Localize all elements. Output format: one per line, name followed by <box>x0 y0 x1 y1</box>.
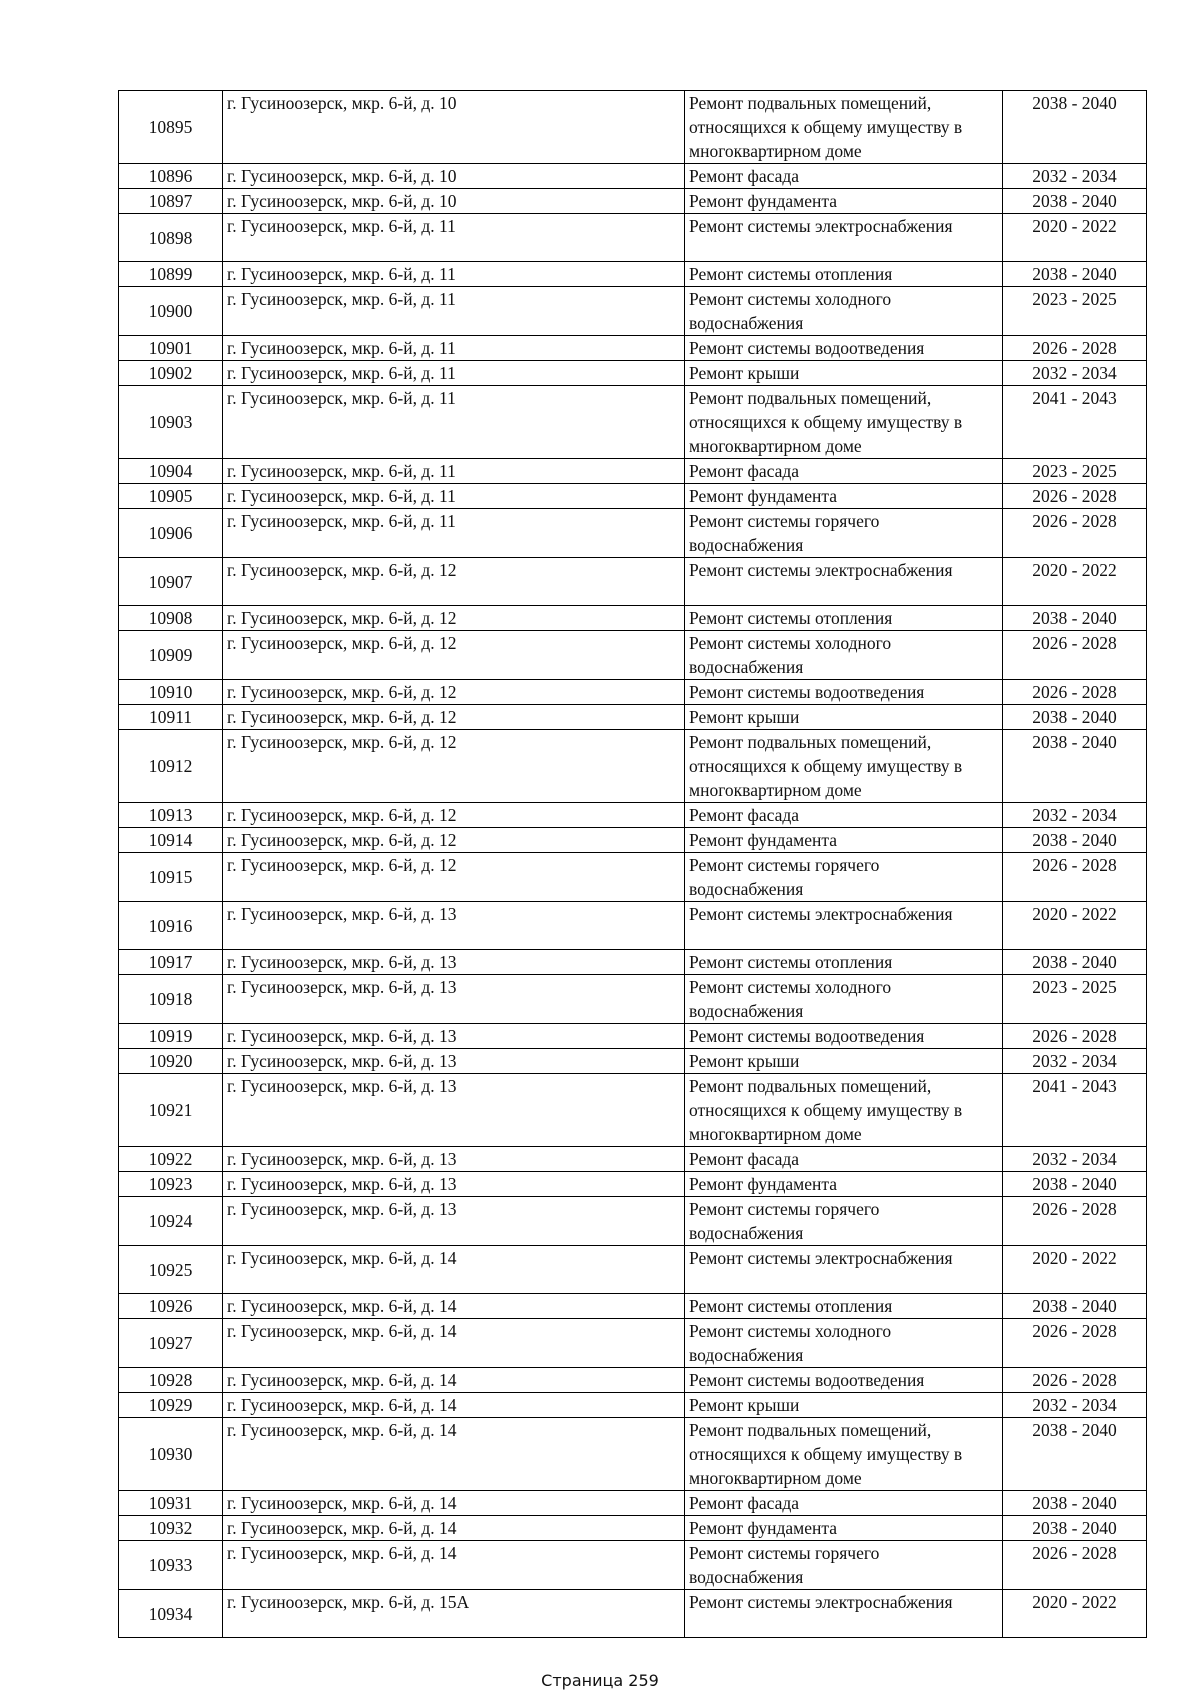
period-cell: 2038 - 2040 <box>1003 705 1147 730</box>
table-row <box>119 705 1147 730</box>
table-row <box>119 1319 1147 1368</box>
work-type-line: Ремонт системы электроснабжения <box>689 560 953 580</box>
work-type-line: Ремонт системы электроснабжения <box>689 1592 953 1612</box>
period-cell: 2026 - 2028 <box>1003 680 1147 705</box>
work-type-line: Ремонт системы водоотведения <box>689 1370 925 1390</box>
period-cell: 2020 - 2022 <box>1003 1590 1147 1638</box>
period-cell: 2032 - 2034 <box>1003 361 1147 386</box>
period-cell: 2038 - 2040 <box>1003 1418 1147 1491</box>
work-type-line: Ремонт крыши <box>689 1051 800 1071</box>
row-number: 10906 <box>119 509 223 558</box>
work-type-line: Ремонт подвальных помещений, <box>689 388 932 408</box>
row-number: 10922 <box>119 1147 223 1172</box>
row-number: 10926 <box>119 1294 223 1319</box>
table-row <box>119 1418 1147 1491</box>
address-cell: г. Гусиноозерск, мкр. 6-й, д. 14 <box>223 1246 685 1294</box>
address-cell: г. Гусиноозерск, мкр. 6-й, д. 12 <box>223 730 685 803</box>
work-type-cell <box>685 902 1003 950</box>
row-number: 10923 <box>119 1172 223 1197</box>
work-type-cell <box>685 262 1003 287</box>
work-type-line: относящихся к общему имуществу в <box>689 117 963 137</box>
period-cell: 2020 - 2022 <box>1003 558 1147 606</box>
period-cell: 2038 - 2040 <box>1003 262 1147 287</box>
period-cell: 2038 - 2040 <box>1003 606 1147 631</box>
period-cell: 2020 - 2022 <box>1003 1246 1147 1294</box>
work-type-line: Ремонт крыши <box>689 363 800 383</box>
period-cell: 2020 - 2022 <box>1003 214 1147 262</box>
period-cell: 2032 - 2034 <box>1003 1147 1147 1172</box>
table-row <box>119 1246 1147 1294</box>
period-cell: 2032 - 2034 <box>1003 1049 1147 1074</box>
address-cell: г. Гусиноозерск, мкр. 6-й, д. 13 <box>223 1172 685 1197</box>
table-row <box>119 1491 1147 1516</box>
table-row <box>119 730 1147 803</box>
table-row <box>119 509 1147 558</box>
work-type-line: Ремонт системы горячего <box>689 1199 880 1219</box>
work-type-cell <box>685 1541 1003 1590</box>
work-type-cell <box>685 1491 1003 1516</box>
work-type-cell <box>685 189 1003 214</box>
work-type-line: Ремонт системы холодного <box>689 289 892 309</box>
table-row <box>119 1197 1147 1246</box>
table-row <box>119 164 1147 189</box>
work-type-line: Ремонт системы водоотведения <box>689 338 925 358</box>
row-number: 10916 <box>119 902 223 950</box>
period-cell: 2038 - 2040 <box>1003 1491 1147 1516</box>
table-row <box>119 189 1147 214</box>
period-cell: 2041 - 2043 <box>1003 1074 1147 1147</box>
table-row <box>119 336 1147 361</box>
table-row <box>119 631 1147 680</box>
address-cell: г. Гусиноозерск, мкр. 6-й, д. 14 <box>223 1294 685 1319</box>
address-cell: г. Гусиноозерск, мкр. 6-й, д. 14 <box>223 1368 685 1393</box>
address-cell: г. Гусиноозерск, мкр. 6-й, д. 10 <box>223 164 685 189</box>
row-number: 10929 <box>119 1393 223 1418</box>
address-cell: г. Гусиноозерск, мкр. 6-й, д. 12 <box>223 705 685 730</box>
work-type-cell <box>685 214 1003 262</box>
work-type-line: Ремонт системы отопления <box>689 264 893 284</box>
table-row <box>119 1368 1147 1393</box>
address-cell: г. Гусиноозерск, мкр. 6-й, д. 11 <box>223 262 685 287</box>
period-cell: 2038 - 2040 <box>1003 1516 1147 1541</box>
work-type-line: Ремонт фундамента <box>689 1518 838 1538</box>
address-cell: г. Гусиноозерск, мкр. 6-й, д. 13 <box>223 1074 685 1147</box>
work-type-cell <box>685 803 1003 828</box>
row-number: 10898 <box>119 214 223 262</box>
address-cell: г. Гусиноозерск, мкр. 6-й, д. 12 <box>223 853 685 902</box>
period-cell: 2026 - 2028 <box>1003 509 1147 558</box>
work-type-cell <box>685 730 1003 803</box>
row-number: 10924 <box>119 1197 223 1246</box>
table-row <box>119 287 1147 336</box>
table-row <box>119 214 1147 262</box>
table-row <box>119 828 1147 853</box>
work-type-line: Ремонт фундамента <box>689 830 838 850</box>
row-number: 10917 <box>119 950 223 975</box>
address-cell: г. Гусиноозерск, мкр. 6-й, д. 12 <box>223 606 685 631</box>
period-cell: 2026 - 2028 <box>1003 1024 1147 1049</box>
period-cell: 2026 - 2028 <box>1003 484 1147 509</box>
row-number: 10933 <box>119 1541 223 1590</box>
work-type-cell <box>685 705 1003 730</box>
table-row <box>119 950 1147 975</box>
work-type-line: Ремонт крыши <box>689 707 800 727</box>
row-number: 10911 <box>119 705 223 730</box>
work-type-line: Ремонт системы водоотведения <box>689 1026 925 1046</box>
work-type-line: водоснабжения <box>689 1345 804 1365</box>
table-row <box>119 680 1147 705</box>
table-row <box>119 803 1147 828</box>
work-type-cell <box>685 1074 1003 1147</box>
period-cell: 2038 - 2040 <box>1003 1172 1147 1197</box>
period-cell: 2026 - 2028 <box>1003 1319 1147 1368</box>
work-type-line: относящихся к общему имуществу в <box>689 1100 963 1120</box>
row-number: 10908 <box>119 606 223 631</box>
address-cell: г. Гусиноозерск, мкр. 6-й, д. 13 <box>223 1147 685 1172</box>
work-type-line: Ремонт системы холодного <box>689 1321 892 1341</box>
work-type-line: Ремонт фасада <box>689 461 800 481</box>
work-type-line: Ремонт системы отопления <box>689 952 893 972</box>
work-type-line: Ремонт системы электроснабжения <box>689 904 953 924</box>
work-type-cell <box>685 164 1003 189</box>
period-cell: 2026 - 2028 <box>1003 853 1147 902</box>
row-number: 10920 <box>119 1049 223 1074</box>
table-row <box>119 484 1147 509</box>
address-cell: г. Гусиноозерск, мкр. 6-й, д. 12 <box>223 680 685 705</box>
row-number: 10900 <box>119 287 223 336</box>
table-row <box>119 975 1147 1024</box>
work-type-line: водоснабжения <box>689 657 804 677</box>
period-cell: 2038 - 2040 <box>1003 730 1147 803</box>
work-type-line: относящихся к общему имуществу в <box>689 412 963 432</box>
table-row <box>119 1074 1147 1147</box>
row-number: 10912 <box>119 730 223 803</box>
work-type-line: водоснабжения <box>689 1001 804 1021</box>
work-type-line: Ремонт фасада <box>689 166 800 186</box>
table-row <box>119 459 1147 484</box>
work-type-line: Ремонт подвальных помещений, <box>689 732 932 752</box>
work-type-line: Ремонт фасада <box>689 1493 800 1513</box>
row-number: 10931 <box>119 1491 223 1516</box>
period-cell: 2032 - 2034 <box>1003 1393 1147 1418</box>
period-cell: 2023 - 2025 <box>1003 975 1147 1024</box>
row-number: 10909 <box>119 631 223 680</box>
work-type-line: многоквартирном доме <box>689 141 862 161</box>
work-type-cell <box>685 1516 1003 1541</box>
period-cell: 2020 - 2022 <box>1003 902 1147 950</box>
work-type-cell <box>685 950 1003 975</box>
period-cell: 2038 - 2040 <box>1003 828 1147 853</box>
work-type-line: Ремонт системы горячего <box>689 855 880 875</box>
work-type-line: Ремонт системы электроснабжения <box>689 1248 953 1268</box>
work-type-cell <box>685 828 1003 853</box>
row-number: 10907 <box>119 558 223 606</box>
address-cell: г. Гусиноозерск, мкр. 6-й, д. 13 <box>223 1024 685 1049</box>
work-type-cell <box>685 91 1003 164</box>
repair-schedule-table <box>118 90 1147 1638</box>
page-number: Страница 259 <box>541 1671 659 1690</box>
address-cell: г. Гусиноозерск, мкр. 6-й, д. 11 <box>223 214 685 262</box>
work-type-line: водоснабжения <box>689 1567 804 1587</box>
work-type-line: водоснабжения <box>689 313 804 333</box>
period-cell: 2038 - 2040 <box>1003 91 1147 164</box>
period-cell: 2026 - 2028 <box>1003 1541 1147 1590</box>
work-type-cell <box>685 975 1003 1024</box>
row-number: 10901 <box>119 336 223 361</box>
work-type-cell <box>685 1368 1003 1393</box>
work-type-line: Ремонт подвальных помещений, <box>689 1076 932 1096</box>
work-type-line: Ремонт системы отопления <box>689 1296 893 1316</box>
period-cell: 2023 - 2025 <box>1003 459 1147 484</box>
work-type-cell <box>685 336 1003 361</box>
work-type-cell <box>685 386 1003 459</box>
work-type-line: Ремонт системы горячего <box>689 511 880 531</box>
address-cell: г. Гусиноозерск, мкр. 6-й, д. 11 <box>223 509 685 558</box>
row-number: 10921 <box>119 1074 223 1147</box>
row-number: 10903 <box>119 386 223 459</box>
address-cell: г. Гусиноозерск, мкр. 6-й, д. 13 <box>223 1197 685 1246</box>
work-type-line: водоснабжения <box>689 535 804 555</box>
work-type-cell <box>685 1197 1003 1246</box>
address-cell: г. Гусиноозерск, мкр. 6-й, д. 14 <box>223 1418 685 1491</box>
period-cell: 2038 - 2040 <box>1003 950 1147 975</box>
address-cell: г. Гусиноозерск, мкр. 6-й, д. 11 <box>223 459 685 484</box>
table-row <box>119 1172 1147 1197</box>
row-number: 10902 <box>119 361 223 386</box>
row-number: 10918 <box>119 975 223 1024</box>
table-row <box>119 361 1147 386</box>
period-cell: 2038 - 2040 <box>1003 189 1147 214</box>
row-number: 10913 <box>119 803 223 828</box>
address-cell: г. Гусиноозерск, мкр. 6-й, д. 12 <box>223 631 685 680</box>
address-cell: г. Гусиноозерск, мкр. 6-й, д. 12 <box>223 828 685 853</box>
table-row <box>119 1049 1147 1074</box>
address-cell: г. Гусиноозерск, мкр. 6-й, д. 11 <box>223 361 685 386</box>
address-cell: г. Гусиноозерск, мкр. 6-й, д. 10 <box>223 189 685 214</box>
row-number: 10914 <box>119 828 223 853</box>
period-cell: 2026 - 2028 <box>1003 336 1147 361</box>
table-row <box>119 91 1147 164</box>
work-type-line: Ремонт фасада <box>689 805 800 825</box>
address-cell: г. Гусиноозерск, мкр. 6-й, д. 13 <box>223 975 685 1024</box>
work-type-cell <box>685 1294 1003 1319</box>
row-number: 10895 <box>119 91 223 164</box>
table-row <box>119 853 1147 902</box>
address-cell: г. Гусиноозерск, мкр. 6-й, д. 11 <box>223 336 685 361</box>
period-cell: 2041 - 2043 <box>1003 386 1147 459</box>
work-type-line: Ремонт системы холодного <box>689 977 892 997</box>
work-type-line: относящихся к общему имуществу в <box>689 756 963 776</box>
work-type-line: Ремонт фасада <box>689 1149 800 1169</box>
table-row <box>119 1516 1147 1541</box>
table-row <box>119 1147 1147 1172</box>
address-cell: г. Гусиноозерск, мкр. 6-й, д. 11 <box>223 287 685 336</box>
row-number: 10904 <box>119 459 223 484</box>
work-type-cell <box>685 1024 1003 1049</box>
work-type-line: водоснабжения <box>689 1223 804 1243</box>
period-cell: 2026 - 2028 <box>1003 1368 1147 1393</box>
row-number: 10905 <box>119 484 223 509</box>
work-type-line: Ремонт фундамента <box>689 191 838 211</box>
address-cell: г. Гусиноозерск, мкр. 6-й, д. 14 <box>223 1491 685 1516</box>
work-type-line: Ремонт подвальных помещений, <box>689 1420 932 1440</box>
work-type-cell <box>685 1049 1003 1074</box>
row-number: 10932 <box>119 1516 223 1541</box>
work-type-line: многоквартирном доме <box>689 780 862 800</box>
address-cell: г. Гусиноозерск, мкр. 6-й, д. 13 <box>223 1049 685 1074</box>
work-type-line: Ремонт фундамента <box>689 486 838 506</box>
address-cell: г. Гусиноозерск, мкр. 6-й, д. 10 <box>223 91 685 164</box>
table-row <box>119 558 1147 606</box>
work-type-cell <box>685 1319 1003 1368</box>
work-type-cell <box>685 1246 1003 1294</box>
work-type-line: водоснабжения <box>689 879 804 899</box>
address-cell: г. Гусиноозерск, мкр. 6-й, д. 11 <box>223 484 685 509</box>
table-row <box>119 386 1147 459</box>
row-number: 10928 <box>119 1368 223 1393</box>
work-type-line: Ремонт системы водоотведения <box>689 682 925 702</box>
row-number: 10934 <box>119 1590 223 1638</box>
work-type-cell <box>685 1418 1003 1491</box>
period-cell: 2023 - 2025 <box>1003 287 1147 336</box>
address-cell: г. Гусиноозерск, мкр. 6-й, д. 14 <box>223 1541 685 1590</box>
period-cell: 2038 - 2040 <box>1003 1294 1147 1319</box>
table-row <box>119 1541 1147 1590</box>
work-type-cell <box>685 484 1003 509</box>
work-type-cell <box>685 853 1003 902</box>
work-type-cell <box>685 509 1003 558</box>
work-type-line: многоквартирном доме <box>689 1468 862 1488</box>
work-type-line: Ремонт системы горячего <box>689 1543 880 1563</box>
work-type-cell <box>685 631 1003 680</box>
work-type-cell <box>685 1393 1003 1418</box>
work-type-line: многоквартирном доме <box>689 436 862 456</box>
table-row <box>119 1024 1147 1049</box>
address-cell: г. Гусиноозерск, мкр. 6-й, д. 12 <box>223 558 685 606</box>
row-number: 10925 <box>119 1246 223 1294</box>
address-cell: г. Гусиноозерск, мкр. 6-й, д. 15А <box>223 1590 685 1638</box>
row-number: 10899 <box>119 262 223 287</box>
row-number: 10896 <box>119 164 223 189</box>
address-cell: г. Гусиноозерск, мкр. 6-й, д. 12 <box>223 803 685 828</box>
address-cell: г. Гусиноозерск, мкр. 6-й, д. 13 <box>223 950 685 975</box>
work-type-line: Ремонт системы холодного <box>689 633 892 653</box>
work-type-cell <box>685 459 1003 484</box>
table-body <box>119 91 1147 1638</box>
address-cell: г. Гусиноозерск, мкр. 6-й, д. 14 <box>223 1393 685 1418</box>
table-row <box>119 262 1147 287</box>
work-type-line: относящихся к общему имуществу в <box>689 1444 963 1464</box>
work-type-cell <box>685 1172 1003 1197</box>
work-type-cell <box>685 361 1003 386</box>
work-type-line: Ремонт системы отопления <box>689 608 893 628</box>
address-cell: г. Гусиноозерск, мкр. 6-й, д. 14 <box>223 1319 685 1368</box>
work-type-line: Ремонт крыши <box>689 1395 800 1415</box>
work-type-line: Ремонт подвальных помещений, <box>689 93 932 113</box>
work-type-line: Ремонт системы электроснабжения <box>689 216 953 236</box>
row-number: 10930 <box>119 1418 223 1491</box>
work-type-cell <box>685 680 1003 705</box>
table-row <box>119 1393 1147 1418</box>
work-type-line: многоквартирном доме <box>689 1124 862 1144</box>
row-number: 10915 <box>119 853 223 902</box>
period-cell: 2032 - 2034 <box>1003 164 1147 189</box>
address-cell: г. Гусиноозерск, мкр. 6-й, д. 14 <box>223 1516 685 1541</box>
table-row <box>119 902 1147 950</box>
table-row <box>119 1590 1147 1638</box>
period-cell: 2032 - 2034 <box>1003 803 1147 828</box>
work-type-cell <box>685 287 1003 336</box>
row-number: 10927 <box>119 1319 223 1368</box>
period-cell: 2026 - 2028 <box>1003 1197 1147 1246</box>
row-number: 10910 <box>119 680 223 705</box>
work-type-cell <box>685 558 1003 606</box>
address-cell: г. Гусиноозерск, мкр. 6-й, д. 13 <box>223 902 685 950</box>
work-type-cell <box>685 606 1003 631</box>
table-row <box>119 606 1147 631</box>
period-cell: 2026 - 2028 <box>1003 631 1147 680</box>
work-type-line: Ремонт фундамента <box>689 1174 838 1194</box>
row-number: 10897 <box>119 189 223 214</box>
address-cell: г. Гусиноозерск, мкр. 6-й, д. 11 <box>223 386 685 459</box>
work-type-cell <box>685 1147 1003 1172</box>
row-number: 10919 <box>119 1024 223 1049</box>
work-type-cell <box>685 1590 1003 1638</box>
table-row <box>119 1294 1147 1319</box>
